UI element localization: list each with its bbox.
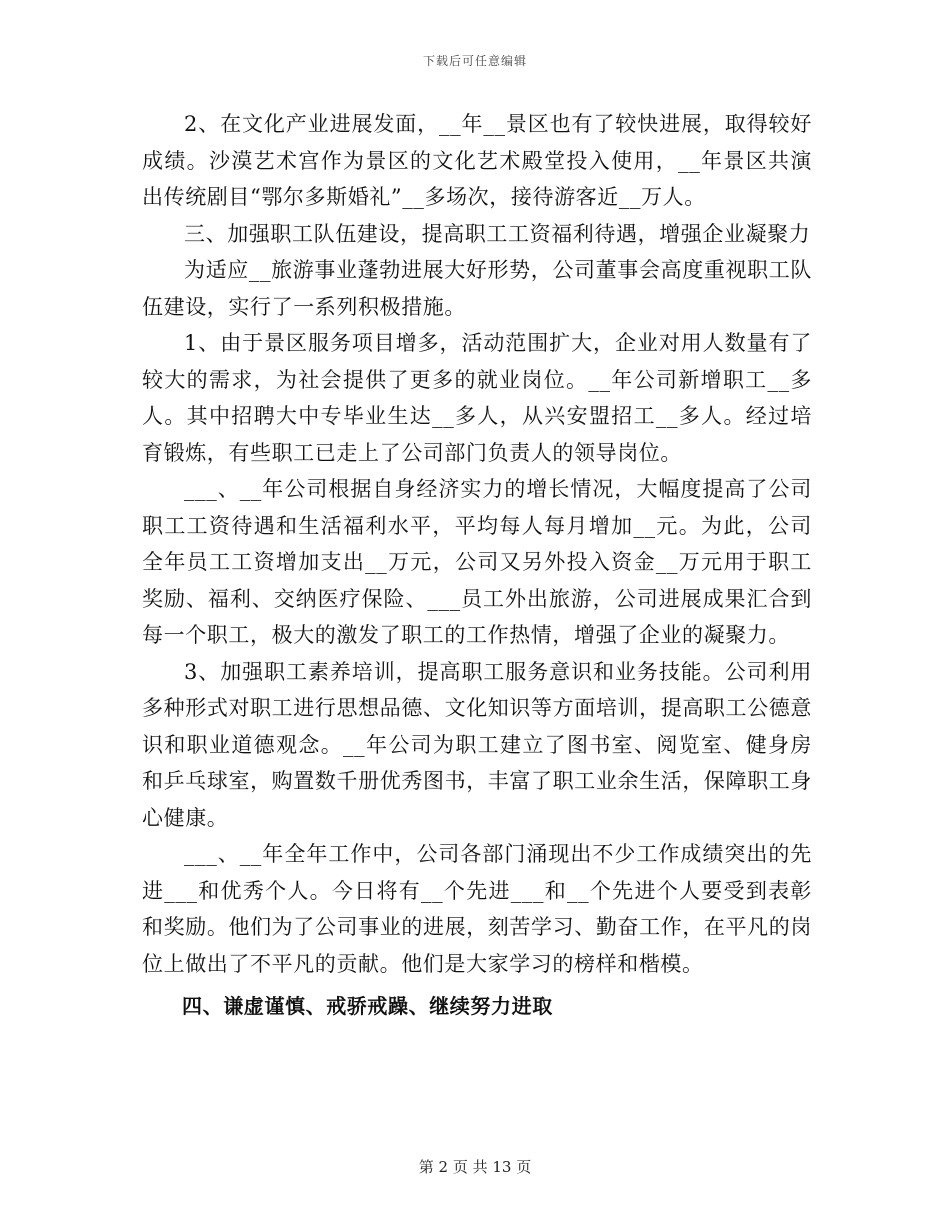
page-header: 下载后可任意编辑 [422,54,527,68]
paragraph-staff-item-1: 1、由于景区服务项目增多，活动范围扩大，企业对用人数量有了较大的需求，为社会提供了更多的就业岗位。__年公司新增职工__多人。其中招聘大中专毕业生达__多人，从兴安盟招工__多人。经过培育锻炼，有些职工已走上了公司部门负责人的领导岗位。 [142,331,812,465]
page-number: 第 2 页 共 13 页 [418,1158,532,1176]
paragraph-staff-item-2: ___、__年公司根据自身经济实力的增长情况，大幅度提高了公司职工工资待遇和生活福利水平，平均每人每月增加__元。为此，公司全年员工工资增加支出__万元，公司又另外投入资金__万元用于职工奖励、福利、交纳医疗保险、___员工外出旅游，公司进展成果汇合到每一个职工，极大的激发了职工的工作热情，增强了企业的凝聚力。 [142,477,812,647]
section-heading-four: 四、谦虚谨慎、戒骄戒躁、继续努力进取 [182,994,553,1018]
document-body [142,106,812,1025]
section-heading-staff: 三、加强职工队伍建设，提高职工工资福利待遇，增强企业凝聚力 [184,221,811,246]
paragraph-culture-industry: 2、在文化产业进展发面，__年__景区也有了较快进展，取得较好成绩。沙漠艺术宫作为景区的文化艺术殿堂投入使用，__年景区共演出传统剧目“鄂尔多斯婚礼”__多场次，接待游客近__万人。 [142,112,812,209]
paragraph-staff-intro: 为适应__旅游事业蓬勃进展大好形势，公司董事会高度重视职工队伍建设，实行了一系列积极措施。 [142,258,812,319]
paragraph-staff-item-3: 3、加强职工素养培训，提高职工服务意识和业务技能。公司利用多种形式对职工进行思想品德、文化知识等方面培训，提高职工公德意识和职业道德观念。__年公司为职工建立了图书室、阅览室、健身房和乒乓球室，购置数千册优秀图书，丰富了职工业余生活，保障职工身心健康。 [142,659,812,830]
paragraph-staff-item-4: ___、__年全年工作中，公司各部门涌现出不少工作成绩突出的先进___和优秀个人。今日将有__个先进___和__个先进个人要受到表彰和奖励。他们为了公司事业的进展，刻苦学习、勤奋工作，在平凡的岗位上做出了不平凡的贡献。他们是大家学习的榜样和楷模。 [142,842,812,976]
